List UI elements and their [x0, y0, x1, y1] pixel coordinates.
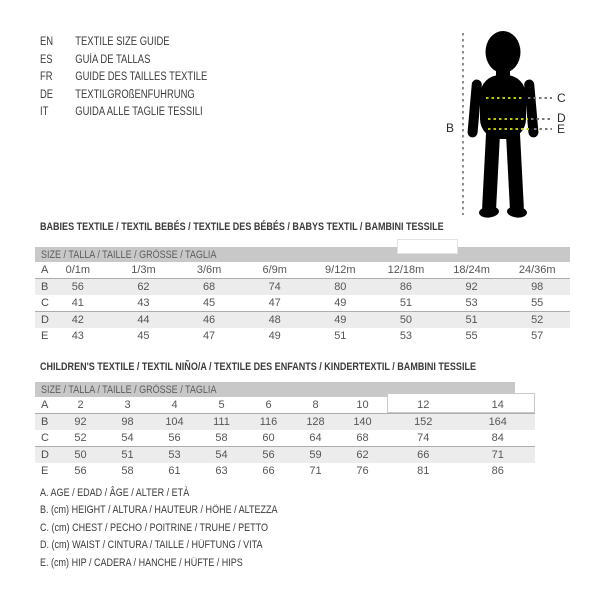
size-cell: 3/6m	[196, 264, 222, 276]
language-list	[40, 34, 244, 122]
size-cell: 47	[268, 297, 281, 309]
row-label: A	[41, 264, 49, 276]
size-cell: 116	[259, 416, 278, 428]
row-label: E	[41, 330, 49, 342]
size-row-d	[35, 447, 535, 464]
size-cell: 53	[399, 330, 413, 342]
size-cell: 55	[465, 330, 478, 342]
legend-line	[40, 537, 330, 554]
legend-line	[40, 520, 330, 537]
size-row-b	[35, 279, 570, 296]
size-cell: 62	[137, 281, 150, 293]
legend-text: B. (cm) HEIGHT / ALTURA / HAUTEUR / HÖHE / ALTEZZA	[40, 504, 278, 517]
legend-line	[40, 485, 330, 502]
legend-text: C. (cm) CHEST / PECHO / POITRINE / TRUHE / PETTO	[40, 521, 269, 534]
size-cell: 12/18m	[387, 264, 425, 276]
size-cell: 74	[268, 281, 281, 293]
language-title: GUÍA DE TALLAS	[75, 53, 151, 66]
size-cell: 6	[265, 399, 272, 411]
size-cell: 49	[334, 297, 347, 309]
row-label: E	[41, 465, 49, 477]
size-row-e	[35, 328, 570, 344]
size-cell: 52	[531, 314, 544, 326]
size-cell: 56	[74, 465, 87, 477]
size-cell: 76	[356, 465, 369, 477]
size-cell: 59	[309, 449, 322, 461]
size-cell: 51	[399, 297, 413, 309]
size-cell: 1/3m	[131, 264, 156, 276]
size-cell: 53	[168, 449, 181, 461]
size-cell: 43	[137, 297, 150, 309]
size-cell: 46	[202, 314, 216, 326]
size-cell: 68	[356, 432, 369, 444]
size-row-c	[35, 295, 570, 312]
children-table-wrap	[35, 382, 535, 479]
size-cell: 58	[215, 432, 228, 444]
size-cell: 50	[74, 449, 87, 461]
hip-measure-line	[488, 128, 531, 130]
size-cell: 48	[268, 314, 281, 326]
size-cell: 50	[399, 314, 413, 326]
size-row-e	[35, 463, 535, 479]
size-cell: 43	[71, 330, 84, 342]
size-cell: 61	[168, 465, 181, 477]
size-cell: 66	[262, 465, 275, 477]
size-cell: 58	[121, 465, 134, 477]
language-title: GUIDA ALLE TAGLIE TESSILI	[75, 106, 203, 118]
language-code: EN	[40, 36, 54, 48]
size-cell: 9/12m	[325, 264, 356, 276]
legend-line	[40, 555, 330, 572]
size-cell: 41	[71, 297, 84, 309]
size-cell: 62	[356, 449, 369, 461]
row-label: B	[41, 281, 49, 293]
size-cell: 86	[491, 465, 504, 477]
child-silhouette-icon	[437, 16, 570, 228]
size-cell: 92	[74, 416, 87, 428]
legend-text: A. AGE / EDAD / ÂGE / ALTER / ETÀ	[40, 487, 190, 499]
legend-text: D. (cm) WAIST / CINTURA / TAILLE / HÜFTUNG / VITA	[40, 539, 263, 552]
size-cell: 54	[215, 449, 228, 461]
size-cell: 80	[334, 281, 347, 293]
size-cell: 98	[121, 416, 134, 428]
size-cell: 66	[417, 449, 430, 461]
size-cell: 10	[356, 399, 369, 411]
size-cell: 8	[312, 399, 319, 411]
size-row-c	[35, 430, 535, 447]
size-row-a	[35, 262, 570, 279]
language-row	[40, 69, 207, 87]
language-code: ES	[40, 53, 53, 66]
language-code: FR	[40, 71, 53, 83]
size-cell: 2	[77, 399, 84, 411]
chest-measure-line	[486, 97, 524, 99]
height-measure-line	[462, 33, 464, 215]
size-cell: 53	[465, 297, 478, 309]
size-cell: 98	[531, 281, 544, 293]
size-cell: 51	[334, 330, 347, 342]
waist-measure-line	[488, 118, 528, 120]
label-height: B	[446, 121, 455, 135]
size-cell: 45	[202, 297, 216, 309]
size-cell: 55	[531, 297, 544, 309]
size-cell: 6/9m	[262, 264, 287, 276]
size-cell: 68	[202, 281, 216, 293]
size-cell: 18/24m	[453, 264, 490, 276]
size-header-row: SIZE / TALLA / TAILLE / GRÖSSE / TAGLIA	[35, 382, 535, 397]
size-row-d	[35, 312, 570, 329]
size-cell: 24/36m	[518, 264, 556, 276]
size-cell: 3	[124, 399, 131, 411]
language-row	[40, 87, 207, 105]
size-cell: 44	[137, 314, 150, 326]
size-cell: 5	[218, 399, 225, 411]
size-cell: 140	[353, 416, 372, 428]
size-cell: 71	[309, 465, 322, 477]
size-cell: 71	[491, 449, 504, 461]
legend-text: E. (cm) HIP / CADERA / HANCHE / HÜFTE / HIPS	[40, 556, 243, 569]
size-cell: 92	[465, 281, 478, 293]
row-label: D	[41, 314, 49, 326]
language-code: DE	[40, 88, 54, 101]
size-cell: 164	[488, 416, 507, 428]
size-cell: 0/1m	[65, 264, 91, 276]
size-cell: 60	[262, 432, 275, 444]
size-cell: 47	[202, 330, 216, 342]
legend-line	[40, 502, 330, 519]
label-hip: E	[557, 122, 566, 136]
measurement-figure	[437, 16, 600, 228]
size-row-b	[35, 414, 535, 431]
row-label: A	[41, 399, 49, 411]
hip-leader-line	[534, 128, 552, 130]
size-cell: 52	[74, 432, 87, 444]
size-cell: 51	[121, 449, 134, 461]
size-cell: 104	[165, 416, 184, 428]
row-label: D	[41, 449, 49, 461]
language-title: GUIDE DES TAILLES TEXTILE	[75, 71, 208, 83]
language-code: IT	[40, 106, 49, 118]
size-cell: 86	[399, 281, 413, 293]
size-cell: 81	[417, 465, 430, 477]
size-row-a	[35, 397, 535, 414]
babies-section-title: BABIES TEXTILE / TEXTIL BEBÉS / TEXTILE DES BÉBÉS / BABYS TEXTIL / BAMBINI TESSILE	[40, 221, 444, 233]
size-cell: 64	[309, 432, 322, 444]
language-title: TEXTILGRÖßENFÜHRUNG	[75, 88, 195, 101]
size-cell: 42	[71, 314, 84, 326]
waist-leader-line	[531, 118, 552, 120]
row-label: B	[41, 416, 49, 428]
language-row	[40, 104, 207, 122]
babies-header-notch	[397, 239, 458, 254]
language-row	[40, 52, 207, 70]
size-cell: 45	[137, 330, 150, 342]
size-cell: 128	[306, 416, 325, 428]
size-header-row: SIZE / TALLA / TAILLE / GRÖSSE / TAGLIA	[35, 247, 570, 262]
row-label: C	[41, 432, 49, 444]
label-chest: C	[557, 91, 566, 105]
language-title: TEXTILE SIZE GUIDE	[75, 36, 170, 48]
size-cell: 49	[268, 330, 281, 342]
size-cell: 51	[465, 314, 478, 326]
size-cell: 74	[417, 432, 430, 444]
size-cell: 63	[215, 465, 228, 477]
measurement-legend	[40, 485, 330, 572]
size-cell: 152	[414, 416, 433, 428]
size-cell: 84	[491, 432, 504, 444]
size-cell: 57	[531, 330, 544, 342]
babies-size-table	[35, 247, 570, 344]
chest-leader-line	[528, 97, 552, 99]
size-cell: 56	[262, 449, 275, 461]
language-row	[40, 34, 207, 52]
size-cell: 14	[491, 399, 504, 411]
label-waist: D	[557, 111, 566, 125]
size-cell: 49	[334, 314, 347, 326]
babies-table-wrap	[35, 247, 570, 344]
size-cell: 54	[121, 432, 134, 444]
size-cell: 12	[417, 399, 430, 411]
children-section-title: CHILDREN'S TEXTILE / TEXTIL NIÑO/A / TEXTILE DES ENFANTS / KINDERTEXTIL / BAMBINI TESSILE	[40, 361, 476, 373]
size-cell: 56	[71, 281, 84, 293]
size-cell: 4	[171, 399, 178, 411]
children-size-table	[35, 382, 535, 479]
size-cell: 56	[168, 432, 181, 444]
size-cell: 111	[213, 416, 230, 428]
row-label: C	[41, 297, 49, 309]
